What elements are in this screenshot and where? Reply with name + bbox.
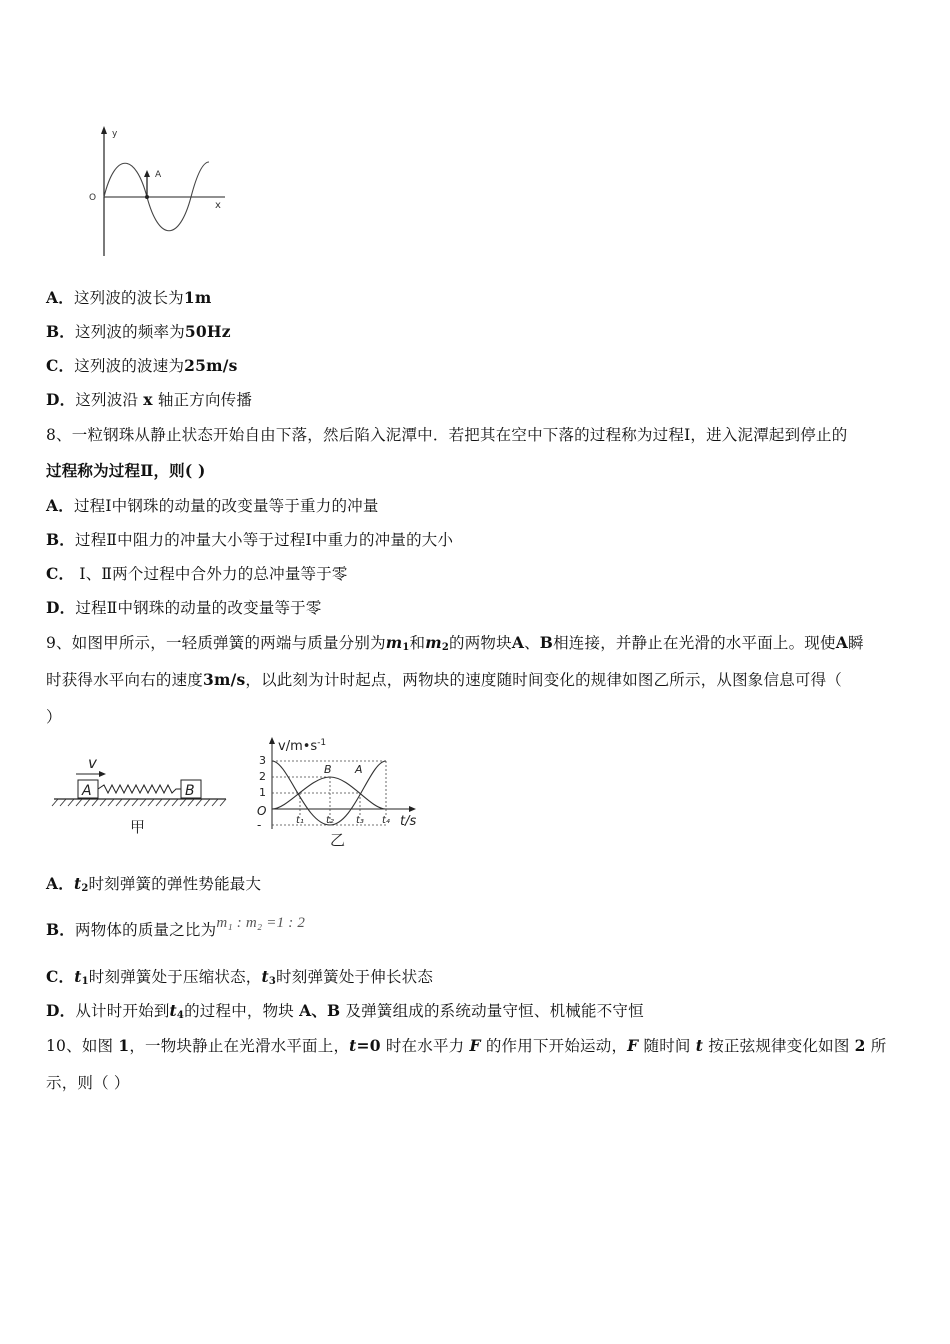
spring-figure xyxy=(50,752,235,844)
q9-stem-line1: 9、如图甲所示，一轻质弹簧的两端与质量分别为$m_1$和$m_2$的两物块A、B相连接，并静止在光滑的水平面上。现使A瞬 xyxy=(46,633,864,653)
block-b-label: B xyxy=(185,783,195,799)
graph-v-arrow xyxy=(269,737,275,744)
q7-option-d: D．这列波沿 x 轴正方向传播 xyxy=(46,390,253,409)
q8-option-a: A．过程Ⅰ中钢珠的动量的改变量等于重力的冲量 xyxy=(46,496,379,515)
graph-ytick-1: 1 xyxy=(259,786,266,799)
wave-x-label: x xyxy=(215,200,221,211)
wave-point-label: A xyxy=(155,170,162,180)
ground-hatch xyxy=(52,799,226,806)
wave-point-arrowhead xyxy=(144,170,150,177)
q9-stem-line2: 时获得水平向右的速度3m/s，以此刻为计时起点，两物块的速度随时间变化的规律如图乙所示，从图象信息可得（ xyxy=(46,670,842,689)
q10-stem-line1: 10、如图 1，一物块静止在光滑水平面上，t=0 时在水平力 F 的作用下开始运动，F 随时间 t 按正弦规律变化如图 2 所 xyxy=(46,1036,887,1055)
wave-y-arrow xyxy=(101,126,107,134)
q9-option-b: B．两物体的质量之比为m₁ : m₂ =1 : 2 xyxy=(46,915,306,939)
graph-ytick-neg: - xyxy=(257,818,262,832)
graph-label-a: A xyxy=(355,763,363,776)
q8-option-b: B．过程Ⅱ中阻力的冲量大小等于过程Ⅰ中重力的冲量的大小 xyxy=(46,530,454,549)
wave-origin-label: O xyxy=(89,193,97,203)
q10-stem-line2: 示，则（ ） xyxy=(46,1074,130,1092)
q7-option-b: B．这列波的频率为50Hz xyxy=(46,322,231,341)
q9-stem-line3: ） xyxy=(46,708,62,726)
graph-ytick-3: 3 xyxy=(259,754,266,767)
block-a-label: A xyxy=(82,783,92,799)
graph-t4: t₄ xyxy=(382,815,390,826)
velocity-arrowhead xyxy=(99,771,106,777)
graph-label-b: B xyxy=(324,763,332,776)
figure-jia-caption: 甲 xyxy=(130,818,146,836)
graph-t1: t₁ xyxy=(296,815,304,826)
graph-origin: O xyxy=(257,804,267,818)
wave-point-a xyxy=(145,195,149,199)
q9-option-d: D．从计时开始到$t_4$的过程中，物块 A、B 及弹簧组成的系统动量守恒、机械能不守恒 xyxy=(46,1001,644,1021)
q8-option-d: D．过程Ⅱ中钢珠的动量的改变量等于零 xyxy=(46,598,322,617)
graph-t-axis-label: t/s xyxy=(400,814,417,829)
mass-ratio-formula: m₁ : m₂ =1 : 2 xyxy=(216,915,306,931)
q9-option-c: C．$t_1$时刻弹簧处于压缩状态，$t_3$时刻弹簧处于伸长状态 xyxy=(46,967,434,987)
q7-option-a: A．这列波的波长为1m xyxy=(46,288,212,307)
figure-yi-caption: 乙 xyxy=(330,831,346,849)
q8-option-c: C． Ⅰ、Ⅱ两个过程中合外力的总冲量等于零 xyxy=(46,564,348,583)
graph-axis-label: $v/m•s^{-1}$ xyxy=(278,738,327,754)
graph-t2: t₂ xyxy=(326,815,334,826)
wave-y-label: y xyxy=(112,129,118,139)
spring xyxy=(98,785,181,793)
graph-ytick-2: 2 xyxy=(259,770,266,783)
wave-figure xyxy=(85,122,235,262)
velocity-time-graph xyxy=(250,733,430,849)
q8-stem-line2: 过程称为过程Ⅱ，则( ) xyxy=(46,461,206,480)
graph-t-arrow xyxy=(409,806,416,812)
q7-option-c: C．这列波的波速为25m/s xyxy=(46,356,238,375)
graph-t3: t₃ xyxy=(356,815,364,826)
q8-stem-line1: 8、一粒钢珠从静止状态开始自由下落，然后陷入泥潭中．若把其在空中下落的过程称为过程Ⅰ，进入泥潭起到停止的 xyxy=(46,426,848,444)
q9-option-a: A．$t_2$时刻弹簧的弹性势能最大 xyxy=(46,874,262,894)
velocity-label: v xyxy=(88,754,97,772)
